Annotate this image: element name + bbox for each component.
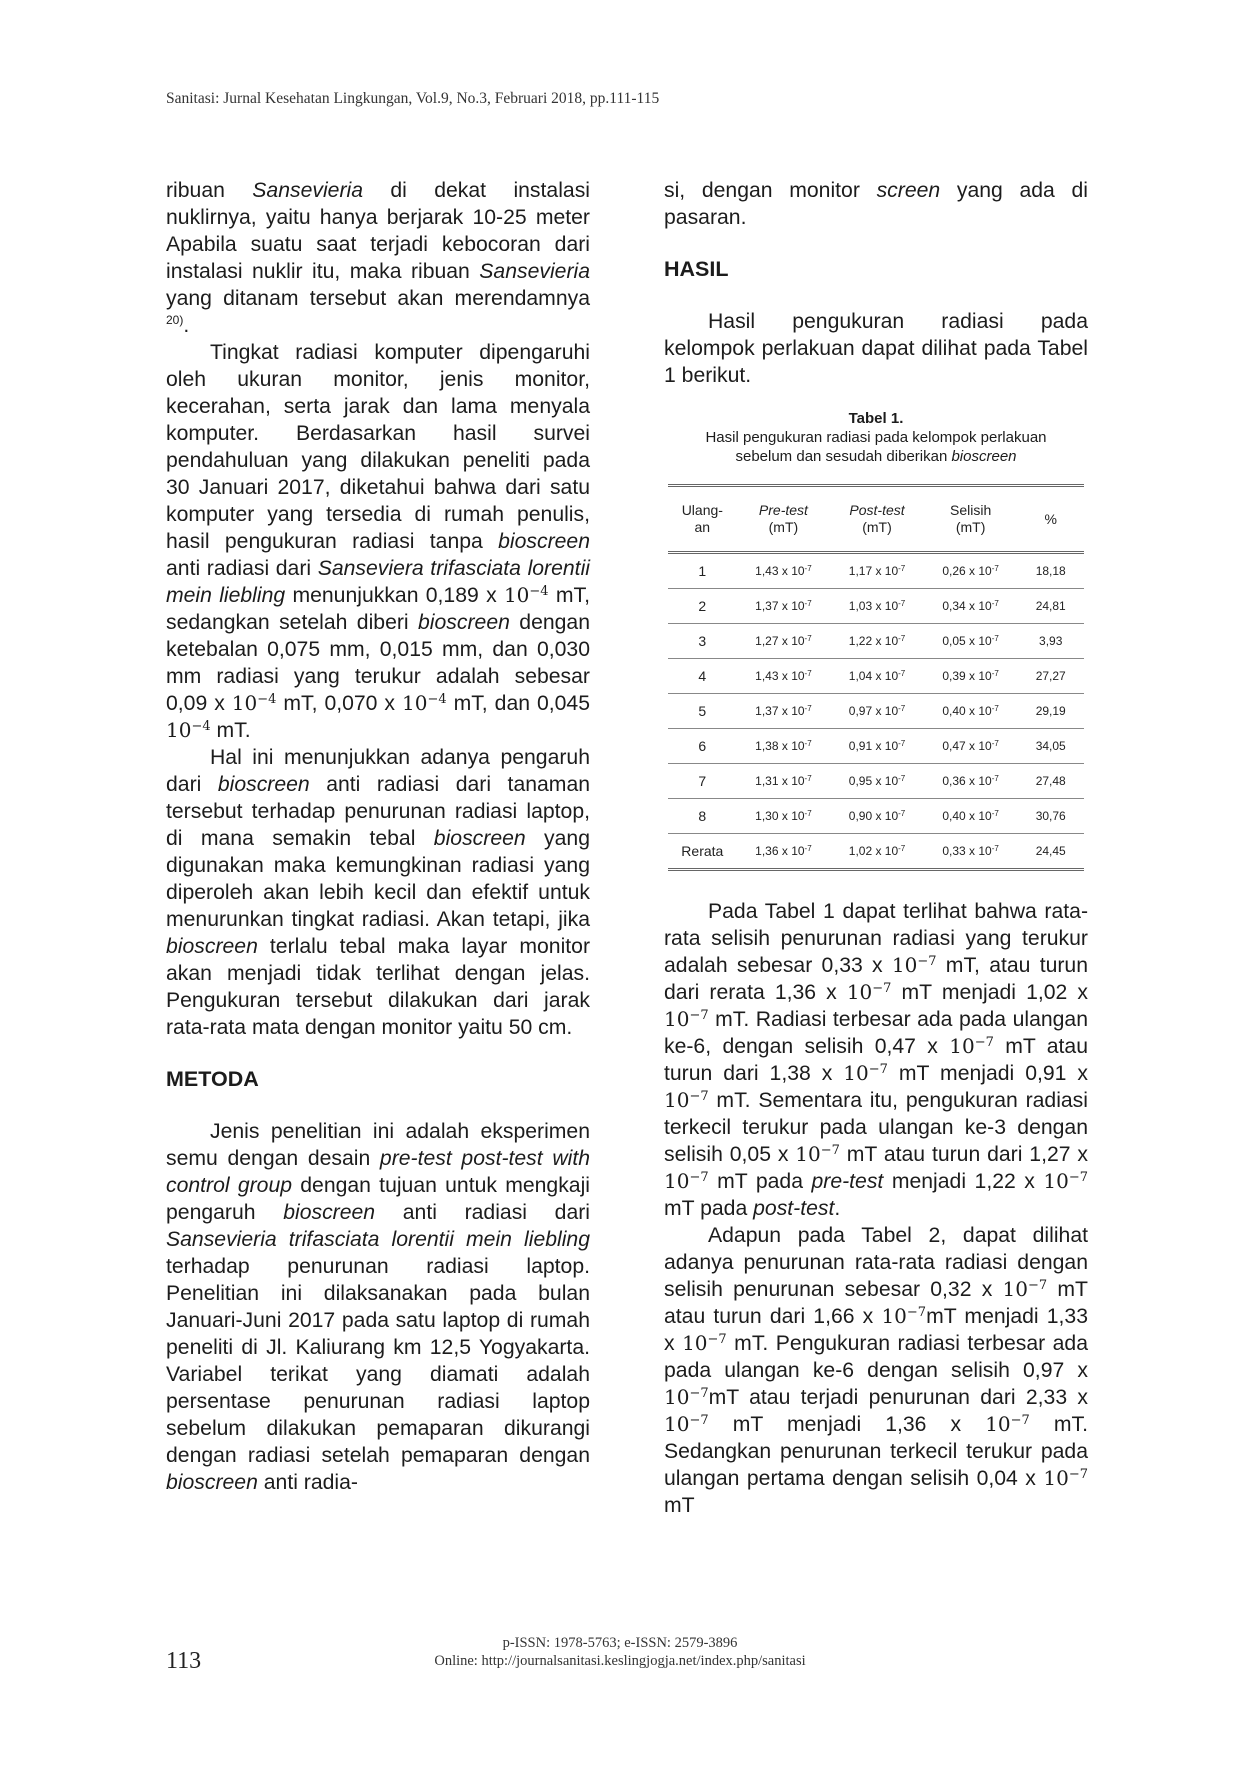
table-title: Tabel 1. bbox=[848, 410, 904, 427]
paragraph: Tingkat radiasi komputer dipengaruhi oleh ukuran monitor, jenis monitor, kecerahan, serta jarak dan lama menyala komputer. Berdasarkan hasil survei pendahuluan yang dilakukan peneliti pada 30 Januari 2017, diketahui bahwa dari satu komputer yang tersedia di rumah penulis, hasil pengukuran radiasi tanpa bioscreen anti radiasi dari Sanseviera trifasciata lorentii mein liebling menunjukkan 0,189 x $10^{-4}$ mT, sedangkan setelah diberi bioscreen dengan ketebalan 0,075 mm, 0,015 mm, dan 0,030 mm radiasi yang terukur adalah sebesar 0,09 x $10^{-4}$ mT, 0,070 x $10^{-4}$ mT, dan 0,045 $10^{-4}$ mT. bbox=[166, 341, 590, 742]
power-of-ten: $10^{-7}$ bbox=[1043, 1466, 1088, 1490]
power-of-ten: $10^{-7}$ bbox=[1043, 1169, 1088, 1193]
cell-pre: 1,30 x $10^{-7}$ bbox=[737, 799, 831, 834]
online-url-line: Online: http://journalsanitasi.keslingjogja.net/index.php/sanitasi bbox=[434, 1653, 806, 1669]
left-column bbox=[166, 177, 590, 1496]
running-head: Sanitasi: Jurnal Kesehatan Lingkungan, Vol.9, No.3, Februari 2018, pp.111-115 bbox=[166, 90, 660, 107]
power-of-ten: $10^{-4}$ bbox=[401, 691, 447, 715]
power-of-ten: $10^{-4}$ bbox=[166, 718, 211, 742]
cell-post: 1,22 x $10^{-7}$ bbox=[830, 624, 924, 659]
cell-post: 0,97 x $10^{-7}$ bbox=[830, 694, 924, 729]
paragraph: Hasil pengukuran radiasi pada kelompok perlakuan dapat dilihat pada Tabel 1 berikut. bbox=[664, 310, 1088, 387]
cell-pre: 1,43 x $10^{-7}$ bbox=[737, 659, 831, 694]
cell-selisih: 0,36 x $10^{-7}$ bbox=[924, 764, 1018, 799]
table-caption-line: sebelum dan sesudah diberikan bioscreen bbox=[735, 448, 1017, 465]
power-of-ten: $10^{-7}$ bbox=[985, 1412, 1030, 1436]
paragraph: Jenis penelitian ini adalah eksperimen semu dengan desain pre-test post-test with control group dengan tujuan untuk mengkaji pengaruh bioscreen anti radiasi dari Sansevieria trifasciata lorentii mein liebling terhadap penurunan radiasi laptop. Penelitian ini dilaksanakan pada bulan Januari-Juni 2017 pada satu laptop di rumah peneliti di Jl. Kaliurang km 12,5 Yogyakarta. Variabel terikat yang diamati adalah persentase penurunan radiasi laptop sebelum dilakukan pemaparan dikurangi dengan radiasi setelah pemaparan dengan bioscreen anti radia- bbox=[166, 1120, 590, 1494]
citation-ref: 20) bbox=[166, 312, 184, 327]
paragraph: Adapun pada Tabel 2, dapat dilihat adanya penurunan rata-rata radiasi dengan selisih penurunan sebesar 0,32 x $10^{-7}$ mT atau turun dari 1,66 x $10^{-7}mT$ menjadi 1,33 x $10^{-7}$ mT. Pengukuran radiasi terbesar ada pada ulangan ke-6 dengan selisih 0,97 x $10^{-7}mT$ atau terjadi penurunan dari 2,33 x $10^{-7}$ mT menjadi 1,36 x $10^{-7}$ mT. Sedangkan penurunan terkecil terukur pada ulangan pertama dengan selisih 0,04 x $10^{-7}$ mT bbox=[664, 1224, 1089, 1517]
cell-pre: 1,43 x $10^{-7}$ bbox=[737, 553, 831, 589]
page-number: 113 bbox=[166, 1648, 202, 1674]
section-heading-hasil: HASIL bbox=[664, 257, 729, 281]
header-ulangan: Ulang- an bbox=[681, 502, 723, 535]
results-table bbox=[668, 484, 1084, 871]
table-row bbox=[668, 659, 1084, 694]
cell-ulangan: 6 bbox=[668, 729, 737, 764]
cell-post: 0,91 x $10^{-7}$ bbox=[830, 729, 924, 764]
section-heading-metoda: METODA bbox=[166, 1067, 259, 1091]
cell-ulangan: 8 bbox=[668, 799, 737, 834]
cell-percent: 30,76 bbox=[1017, 799, 1084, 834]
power-of-ten: $10^{-7}$ bbox=[664, 1088, 709, 1112]
cell-pre: 1,37 x $10^{-7}$ bbox=[737, 589, 831, 624]
table-caption-line: Hasil pengukuran radiasi pada kelompok perlakuan bbox=[705, 429, 1047, 446]
power-of-ten: $10^{-7}$ bbox=[881, 1304, 927, 1328]
cell-pre: 1,27 x $10^{-7}$ bbox=[737, 624, 831, 659]
power-of-ten: $10^{-7}$ bbox=[846, 980, 892, 1004]
table-header-row bbox=[668, 486, 1084, 553]
table-row bbox=[668, 729, 1084, 764]
power-of-ten: $10^{-7}$ bbox=[664, 1169, 709, 1193]
cell-selisih: 0,40 x $10^{-7}$ bbox=[924, 694, 1018, 729]
table-row bbox=[668, 799, 1084, 834]
cell-post: 1,17 x $10^{-7}$ bbox=[830, 553, 924, 589]
footer-issn bbox=[0, 1634, 1240, 1670]
header-pre-test: Pre-test (mT) bbox=[758, 502, 808, 535]
power-of-ten: $10^{-7}$ bbox=[664, 1385, 709, 1409]
power-of-ten: $10^{-7}$ bbox=[682, 1331, 727, 1355]
cell-post: 1,04 x $10^{-7}$ bbox=[830, 659, 924, 694]
table-row bbox=[668, 694, 1084, 729]
power-of-ten: $10^{-7}$ bbox=[795, 1142, 840, 1166]
cell-selisih: 0,39 x $10^{-7}$ bbox=[924, 659, 1018, 694]
cell-percent: 29,19 bbox=[1017, 694, 1084, 729]
power-of-ten: $10^{-7}$ bbox=[891, 953, 937, 977]
cell-percent: 27,27 bbox=[1017, 659, 1084, 694]
cell-percent: 18,18 bbox=[1017, 553, 1084, 589]
paragraph: Hal ini menunjukkan adanya pengaruh dari bioscreen anti radiasi dari tanaman tersebut terhadap penurunan radiasi laptop, di mana semakin tebal bioscreen yang digunakan maka kemungkinan radiasi yang diperoleh akan lebih kecil dan efektif untuk menurunkan tingkat radiasi. Akan tetapi, jika bioscreen terlalu tebal maka layar monitor akan menjadi tidak terlihat dengan jelas. Pengukuran tersebut dilakukan dari jarak rata-rata mata dengan monitor yaitu 50 cm. bbox=[166, 746, 591, 1039]
cell-pre: 1,38 x $10^{-7}$ bbox=[737, 729, 831, 764]
power-of-ten: $10^{-7}$ bbox=[843, 1061, 888, 1085]
cell-percent: 24,81 bbox=[1017, 589, 1084, 624]
cell-ulangan: 3 bbox=[668, 624, 737, 659]
power-of-ten: $10^{-7}$ bbox=[664, 1412, 709, 1436]
cell-selisih: 0,47 x $10^{-7}$ bbox=[924, 729, 1018, 764]
table-row bbox=[668, 624, 1084, 659]
cell-percent: 34,05 bbox=[1017, 729, 1084, 764]
cell-post: 0,95 x $10^{-7}$ bbox=[830, 764, 924, 799]
header-selisih: Selisih (mT) bbox=[949, 502, 992, 535]
power-of-ten: $10^{-4}$ bbox=[503, 583, 549, 607]
paragraph: ribuan Sansevieria di dekat instalasi nuklirnya, yaitu hanya berjarak 10-25 meter Apabila suatu saat terjadi kebocoran dari instalasi nuklir itu, maka ribuan Sansevieria yang ditanam tersebut akan merendamnya $^{20)}$. bbox=[166, 179, 590, 337]
cell-ulangan: 1 bbox=[668, 553, 737, 589]
cell-selisih: 0,34 x $10^{-7}$ bbox=[924, 589, 1018, 624]
cell-percent: 3,93 bbox=[1017, 624, 1084, 659]
cell-percent: 27,48 bbox=[1017, 764, 1084, 799]
cell-percent: 24,45 bbox=[1017, 834, 1084, 870]
power-of-ten: $10^{-7}$ bbox=[949, 1034, 994, 1058]
power-of-ten: $10^{-4}$ bbox=[231, 691, 277, 715]
cell-ulangan: 2 bbox=[668, 589, 737, 624]
header-percent: % bbox=[1044, 510, 1057, 527]
cell-selisih: 0,33 x $10^{-7}$ bbox=[924, 834, 1018, 870]
issn-line: p-ISSN: 1978-5763; e-ISSN: 2579-3896 bbox=[502, 1635, 738, 1651]
table-caption bbox=[664, 409, 1088, 466]
cell-post: 1,03 x $10^{-7}$ bbox=[830, 589, 924, 624]
cell-post: 1,02 x $10^{-7}$ bbox=[830, 834, 924, 870]
table-row bbox=[668, 764, 1084, 799]
cell-ulangan: 4 bbox=[668, 659, 737, 694]
cell-ulangan: 7 bbox=[668, 764, 737, 799]
table-row-rerata bbox=[668, 834, 1084, 870]
cell-pre: 1,31 x $10^{-7}$ bbox=[737, 764, 831, 799]
cell-post: 0,90 x $10^{-7}$ bbox=[830, 799, 924, 834]
cell-ulangan: 5 bbox=[668, 694, 737, 729]
header-post-test: Post-test (mT) bbox=[849, 502, 905, 535]
cell-pre: 1,37 x $10^{-7}$ bbox=[737, 694, 831, 729]
power-of-ten: $10^{-7}$ bbox=[1002, 1277, 1048, 1301]
paragraph: si, dengan monitor screen yang ada di pasaran. bbox=[664, 179, 1088, 229]
cell-selisih: 0,26 x $10^{-7}$ bbox=[924, 553, 1018, 589]
power-of-ten: $10^{-7}$ bbox=[664, 1007, 709, 1031]
cell-selisih: 0,40 x $10^{-7}$ bbox=[924, 799, 1018, 834]
cell-selisih: 0,05 x $10^{-7}$ bbox=[924, 624, 1018, 659]
paragraph: Pada Tabel 1 dapat terlihat bahwa rata-rata selisih penurunan radiasi yang terukur adalah sebesar 0,33 x $10^{-7}$ mT, atau turun dari rerata 1,36 x $10^{-7}$ mT menjadi 1,02 x $10^{-7}$ mT. Radiasi terbesar ada pada ulangan ke-6, dengan selisih 0,47 x $10^{-7}$ mT atau turun dari 1,38 x $10^{-7}$ mT menjadi 0,91 x $10^{-7}$ mT. Sementara itu, pengukuran radiasi terkecil terukur pada ulangan ke-3 dengan selisih 0,05 x $10^{-7}$ mT atau turun dari 1,27 x $10^{-7}$ mT pada pre-test menjadi 1,22 x $10^{-7}$ mT pada post-test. bbox=[664, 900, 1088, 1220]
table-row bbox=[668, 553, 1084, 589]
right-column bbox=[664, 177, 1088, 1519]
cell-ulangan: Rerata bbox=[668, 834, 737, 870]
cell-pre: 1,36 x $10^{-7}$ bbox=[737, 834, 831, 870]
table-row bbox=[668, 589, 1084, 624]
